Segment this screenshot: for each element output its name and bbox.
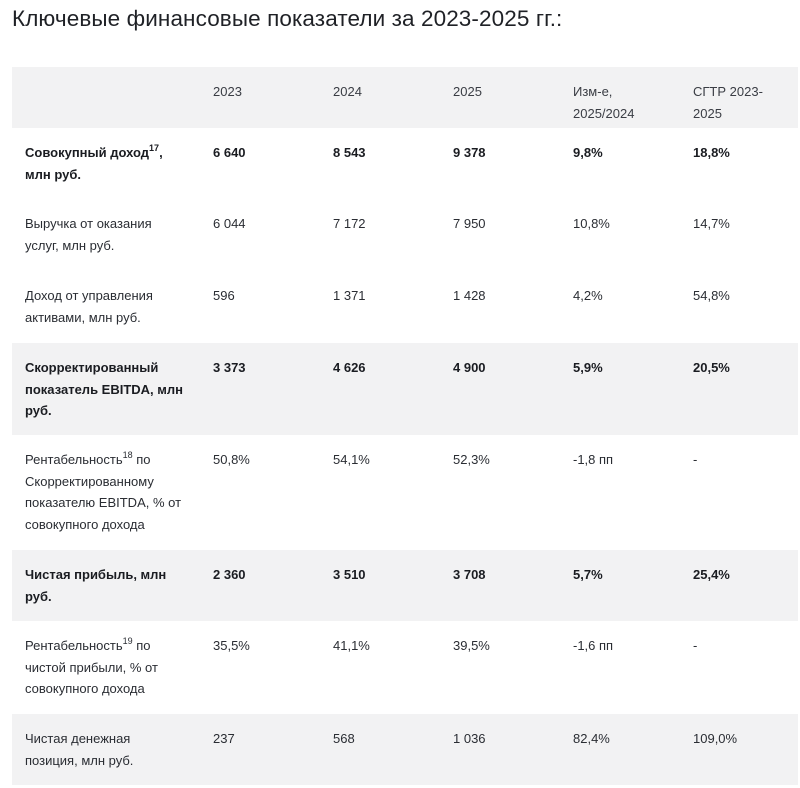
value-change: 5,9% xyxy=(573,360,603,375)
financial-indicators-table xyxy=(12,67,798,785)
value-change: 4,2% xyxy=(573,288,603,303)
header-cell-2024: 2024 xyxy=(333,84,362,99)
row-label: Рентабельность$^{19}$ по чистой прибыли, % от совокупного дохода xyxy=(25,635,158,696)
value-2023: 237 xyxy=(213,731,235,746)
value-2025: 4 900 xyxy=(453,360,486,375)
value-cagr: 54,8% xyxy=(693,288,730,303)
value-2024: 41,1% xyxy=(333,638,370,653)
value-cagr: 14,7% xyxy=(693,216,730,231)
value-2025: 52,3% xyxy=(453,452,490,467)
value-cagr: 25,4% xyxy=(693,567,730,582)
table-row-net-profit xyxy=(12,550,798,621)
header-cell-change: Изм-е, 2025/2024 xyxy=(573,84,635,121)
value-change: 5,7% xyxy=(573,567,603,582)
value-2024: 8 543 xyxy=(333,145,366,160)
table-row-net-cash-position xyxy=(12,714,798,785)
header-cell-2023: 2023 xyxy=(213,84,242,99)
value-cagr: 20,5% xyxy=(693,360,730,375)
value-2024: 7 172 xyxy=(333,216,366,231)
table-row-adjusted-ebitda xyxy=(12,343,798,435)
row-label: Доход от управления активами, млн руб. xyxy=(25,288,153,325)
value-2025: 9 378 xyxy=(453,145,486,160)
table-header-row xyxy=(12,67,798,128)
value-2025: 1 428 xyxy=(453,288,486,303)
value-2023: 6 044 xyxy=(213,216,246,231)
value-change: 9,8% xyxy=(573,145,603,160)
value-2023: 35,5% xyxy=(213,638,250,653)
value-2024: 568 xyxy=(333,731,355,746)
footnote-marker: 18 xyxy=(122,449,133,460)
value-change: 10,8% xyxy=(573,216,610,231)
value-2025: 39,5% xyxy=(453,638,490,653)
header-cell-cagr: CГТР 2023-2025 xyxy=(693,84,763,121)
table-row-services-revenue xyxy=(12,199,798,271)
value-2023: 2 360 xyxy=(213,567,246,582)
value-change: -1,6 пп xyxy=(573,638,614,653)
value-2025: 7 950 xyxy=(453,216,486,231)
value-2024: 1 371 xyxy=(333,288,366,303)
header-cell-2025: 2025 xyxy=(453,84,482,99)
value-2023: 6 640 xyxy=(213,145,246,160)
row-label: Чистая денежная позиция, млн руб. xyxy=(25,731,134,768)
value-cagr: - xyxy=(693,638,698,653)
value-change: 82,4% xyxy=(573,731,610,746)
value-2024: 3 510 xyxy=(333,567,366,582)
value-2025: 1 036 xyxy=(453,731,486,746)
page-title: Ключевые финансовые показатели за 2023-2025 гг.: xyxy=(12,6,563,31)
value-2023: 50,8% xyxy=(213,452,250,467)
row-label: Рентабельность$^{18}$ по Скорректированному показателю EBITDA, % от совокупного дохода xyxy=(25,449,182,532)
value-2025: 3 708 xyxy=(453,567,486,582)
row-label: Скорректированный показатель EBITDA, млн руб. xyxy=(25,360,184,418)
row-label: Совокупный доход$^{17}$, млн руб. xyxy=(25,142,163,182)
value-2024: 54,1% xyxy=(333,452,370,467)
value-change: -1,8 пп xyxy=(573,452,614,467)
value-cagr: 18,8% xyxy=(693,145,730,160)
value-cagr: - xyxy=(693,452,698,467)
table-row-asset-management-income xyxy=(12,271,798,343)
value-cagr: 109,0% xyxy=(693,731,738,746)
row-label: Чистая прибыль, млн руб. xyxy=(25,567,167,604)
value-2023: 3 373 xyxy=(213,360,246,375)
table-row-total-income xyxy=(12,128,798,199)
value-2024: 4 626 xyxy=(333,360,366,375)
footnote-marker: 17 xyxy=(149,142,160,153)
row-label: Выручка от оказания услуг, млн руб. xyxy=(25,216,152,253)
table-row-ebitda-margin xyxy=(12,435,798,550)
table-row-net-profit-margin xyxy=(12,621,798,714)
value-2023: 596 xyxy=(213,288,235,303)
footnote-marker: 19 xyxy=(122,635,133,646)
